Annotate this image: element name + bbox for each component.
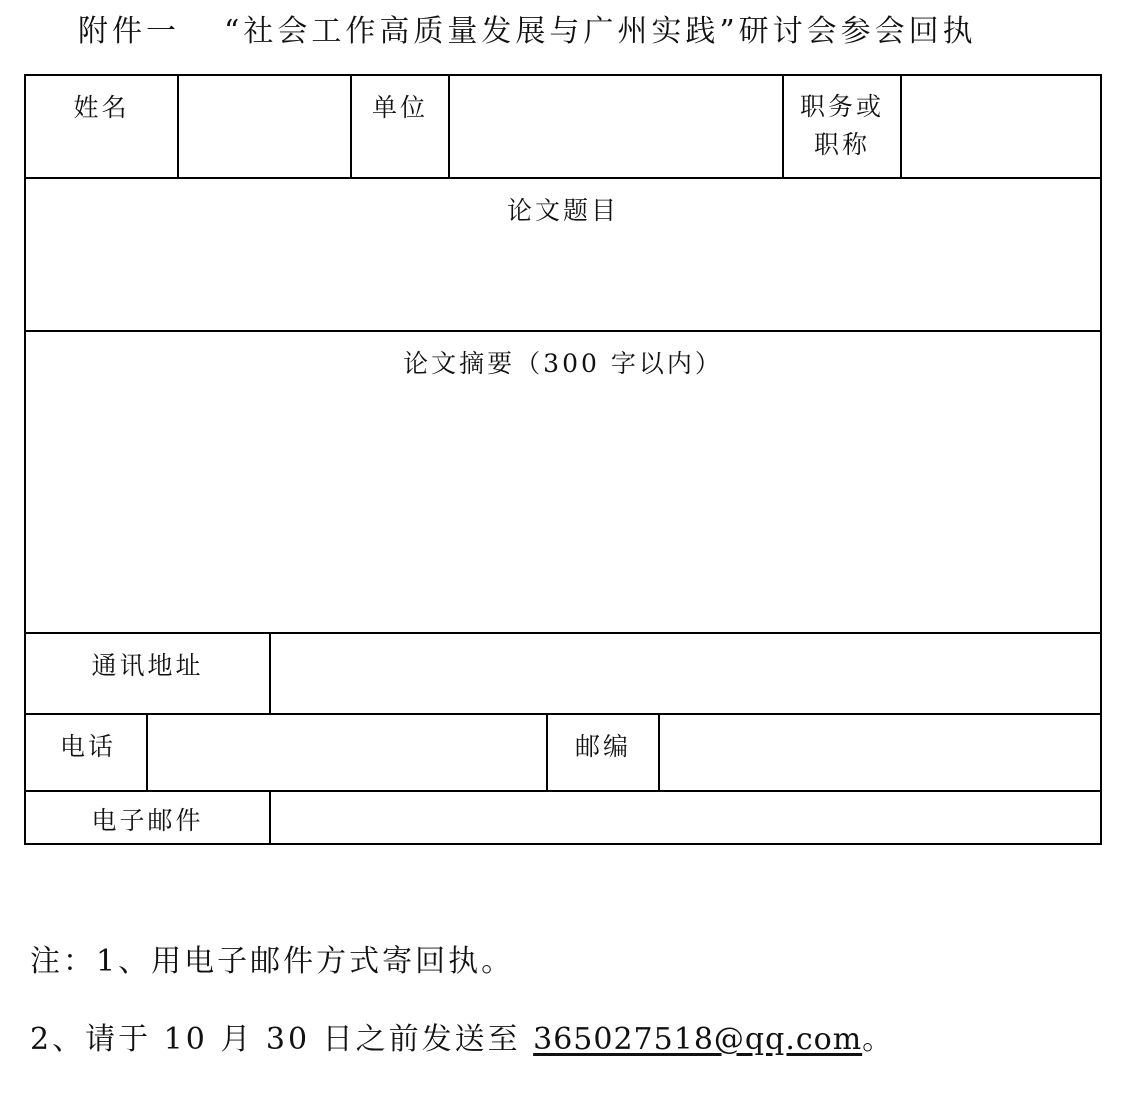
row-name-unit-position <box>25 75 1101 178</box>
attachment-label: 附件一 <box>78 14 180 49</box>
row-paper-title <box>25 178 1101 331</box>
position-label-line1: 职务或 <box>800 92 885 121</box>
abstract-label: 论文摘要（300 字以内） <box>403 349 723 378</box>
abstract-cell[interactable] <box>25 331 1101 633</box>
note-2-suffix: 。 <box>862 1022 896 1057</box>
note-1: 注：1、用电子邮件方式寄回执。 <box>30 944 515 979</box>
address-field[interactable] <box>270 633 1101 714</box>
note-2 <box>30 1022 895 1058</box>
name-field[interactable] <box>178 75 351 178</box>
document-title <box>78 14 977 50</box>
form-title: “社会工作高质量发展与广州实践”研讨会参会回执 <box>224 14 977 49</box>
position-field[interactable] <box>901 75 1101 178</box>
email-label: 电子邮件 <box>25 791 270 844</box>
phone-field[interactable] <box>147 714 547 791</box>
row-abstract <box>25 331 1101 633</box>
registration-form-table <box>24 74 1102 845</box>
paper-title-label: 论文题目 <box>507 196 620 225</box>
row-address <box>25 633 1101 714</box>
address-label: 通讯地址 <box>25 633 270 714</box>
unit-field[interactable] <box>449 75 783 178</box>
paper-title-cell[interactable] <box>25 178 1101 331</box>
row-email <box>25 791 1101 844</box>
name-label: 姓名 <box>25 75 178 178</box>
postcode-field[interactable] <box>659 714 1101 791</box>
row-phone-postcode <box>25 714 1101 791</box>
contact-email-link[interactable]: 365027518@qq.com <box>533 1022 863 1057</box>
postcode-label: 邮编 <box>547 714 659 791</box>
unit-label: 单位 <box>351 75 449 178</box>
position-label-line2: 职称 <box>814 129 871 159</box>
email-field[interactable] <box>270 791 1101 844</box>
position-label <box>783 75 901 178</box>
phone-label: 电话 <box>25 714 147 791</box>
note-2-prefix: 2、请于 10 月 30 日之前发送至 <box>30 1022 534 1057</box>
